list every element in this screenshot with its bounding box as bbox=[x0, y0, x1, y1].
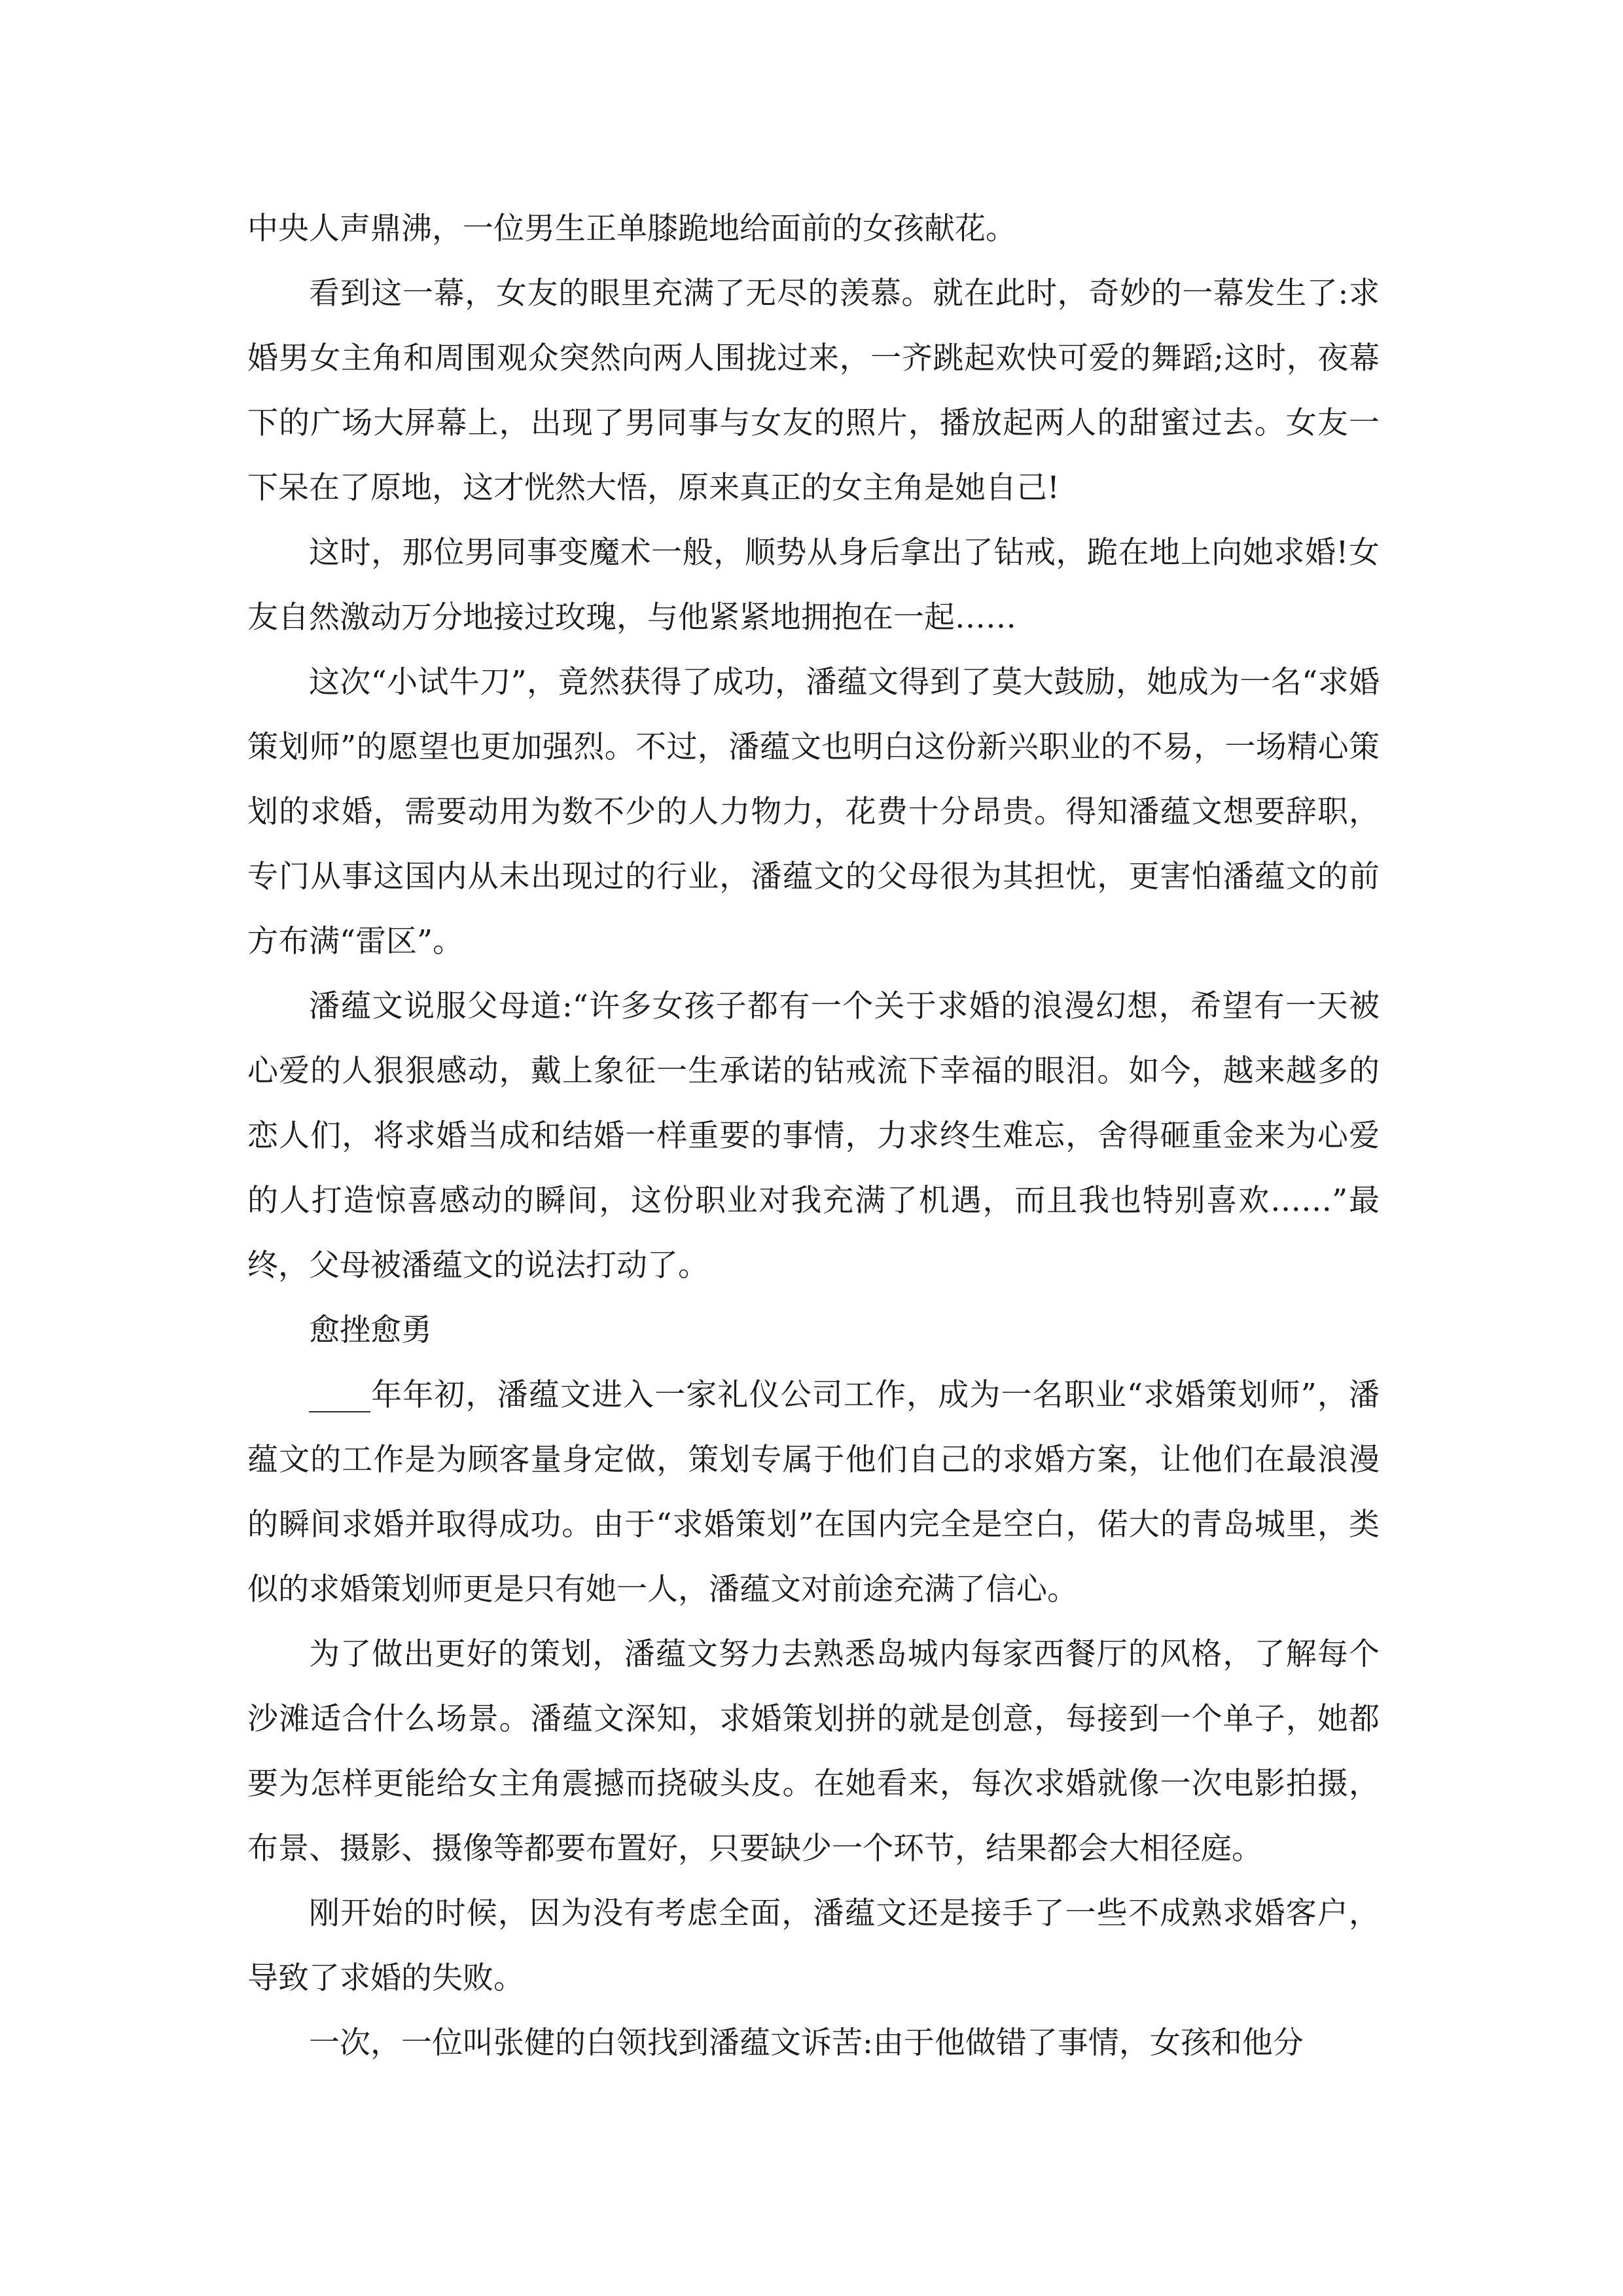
paragraph-5: 潘蕴文说服父母道:“许多女孩子都有一个关于求婚的浪漫幻想，希望有一天被心爱的人狠狠感动，戴上象征一生承诺的钻戒流下幸福的眼泪。如今，越来越多的恋人们，将求婚当成和结婚一样重要的事情，力求终生难忘，舍得砸重金来为心爱的人打造惊喜感动的瞬间，这份职业对我充满了机遇，而且我也特别喜欢……”最终，父母被潘蕴文的说法打动了。 bbox=[247, 988, 1380, 1283]
paragraph-7: 为了做出更好的策划，潘蕴文努力去熟悉岛城内每家西餐厅的风格，了解每个沙滩适合什么场景。潘蕴文深知，求婚策划拼的就是创意，每接到一个单子，她都要为怎样更能给女主角震撼而挠破头皮。在她看来，每次求婚就像一次电影拍摄，布景、摄影、摄像等都要布置好，只要缺少一个环节，结果都会大相径庭。 bbox=[247, 1636, 1380, 1867]
section-heading: 愈挫愈勇 bbox=[309, 1312, 432, 1348]
paragraph-4: 这次“小试牛刀”，竟然获得了成功，潘蕴文得到了莫大鼓励，她成为一名“求婚策划师”的愿望也更加强烈。不过，潘蕴文也明白这份新兴职业的不易，一场精心策划的求婚，需要动用为数不少的人力物力，花费十分昂贵。得知潘蕴文想要辞职，专门从事这国内从未出现过的行业，潘蕴文的父母很为其担忧，更害怕潘蕴文的前方布满“雷区”。 bbox=[247, 664, 1380, 960]
paragraph-9: 一次，一位叫张健的白领找到潘蕴文诉苦:由于他做错了事情，女孩和他分 bbox=[309, 2025, 1304, 2061]
paragraph-6: ____年年初，潘蕴文进入一家礼仪公司工作，成为一名职业“求婚策划师”，潘蕴文的工作是为顾客量身定做，策划专属于他们自己的求婚方案，让他们在最浪漫的瞬间求婚并取得成功。由于“求婚策划”在国内完全是空白，偌大的青岛城里，类似的求婚策划师更是只有她一人，潘蕴文对前途充满了信心。 bbox=[247, 1377, 1380, 1607]
paragraph-1: 中央人声鼎沸，一位男生正单膝跪地给面前的女孩献花。 bbox=[247, 211, 1016, 247]
paragraph-3: 这时，那位男同事变魔术一般，顺势从身后拿出了钻戒，跪在地上向她求婚!女友自然激动万分地接过玫瑰，与他紧紧地拥抱在一起…… bbox=[247, 535, 1380, 636]
paragraph-2: 看到这一幕，女友的眼里充满了无尽的羡慕。就在此时，奇妙的一幕发生了:求婚男女主角和周围观众突然向两人围拢过来，一齐跳起欢快可爱的舞蹈;这时，夜幕下的广场大屏幕上，出现了男同事与女友的照片，播放起两人的甜蜜过去。女友一下呆在了原地，这才恍然大悟，原来真正的女主角是她自己! bbox=[247, 276, 1380, 506]
document-body bbox=[247, 196, 1380, 2075]
paragraph-8: 刚开始的时候，因为没有考虑全面，潘蕴文还是接手了一些不成熟求婚客户，导致了求婚的失败。 bbox=[247, 1895, 1380, 1996]
